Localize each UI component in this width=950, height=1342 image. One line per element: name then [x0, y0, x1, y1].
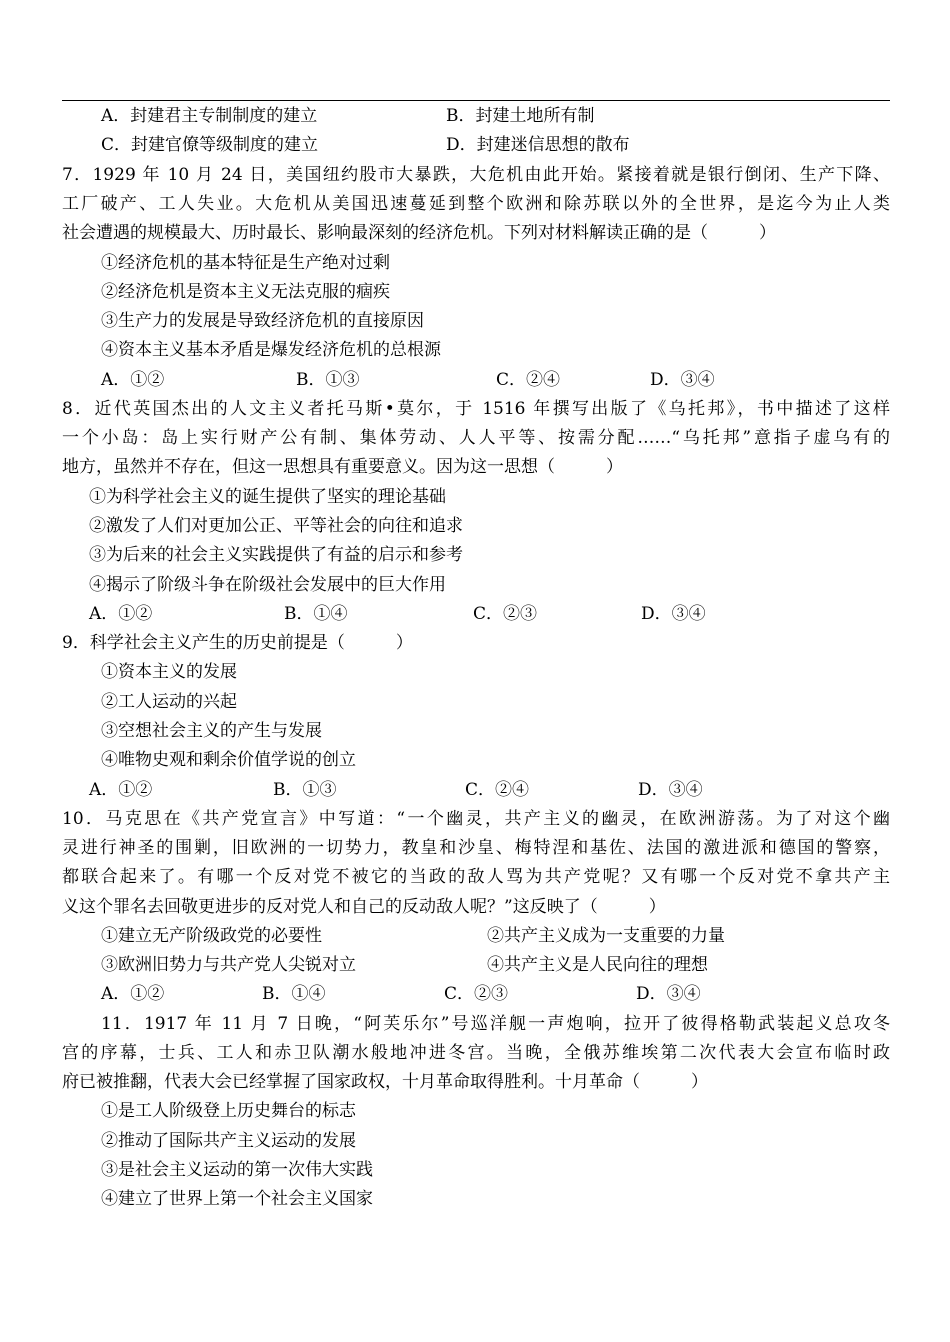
q10-option-c: C．②③ [444, 984, 509, 1004]
q6-option-b: B．封建土地所有制 [446, 106, 595, 126]
q10-statement-1: ①建立无产阶级政党的必要性 [101, 926, 322, 946]
q7-statement-3: ③生产力的发展是导致经济危机的直接原因 [101, 311, 424, 331]
q11-statement-4: ④建立了世界上第一个社会主义国家 [101, 1189, 373, 1209]
q7-stem-line-3: 社会遭遇的规模最大、历时最长、影响最深刻的经济危机。下列对材料解读正确的是（ ） [62, 223, 776, 243]
q9-statement-3: ③空想社会主义的产生与发展 [101, 721, 322, 741]
header-rule [62, 100, 890, 101]
q9-statement-4: ④唯物史观和剩余价值学说的创立 [101, 750, 356, 770]
q9-option-a: A．①② [89, 780, 153, 800]
q11-stem-line-1: 11．1917 年 11 月 7 日晚，“阿芙乐尔”号巡洋舰一声炮响，拉开了彼得格勒武装起义总攻冬 [101, 1014, 890, 1034]
q6-option-a: A．封建君主专制制度的建立 [101, 106, 318, 126]
q7-statement-2: ②经济危机是资本主义无法克服的痼疾 [101, 282, 390, 302]
q8-statement-4: ④揭示了阶级斗争在阶级社会发展中的巨大作用 [89, 575, 446, 595]
q11-statement-2: ②推动了国际共产主义运动的发展 [101, 1131, 356, 1151]
q7-option-c: C．②④ [496, 370, 561, 390]
q8-statement-3: ③为后来的社会主义实践提供了有益的启示和参考 [89, 545, 463, 565]
q8-option-c: C．②③ [473, 604, 538, 624]
q7-option-d: D．③④ [650, 370, 715, 390]
q10-stem-line-4: 义这个罪名去回敬更进步的反对党人和自己的反动敌人呢？”这反映了（ ） [62, 897, 666, 917]
q10-statement-3: ③欧洲旧势力与共产党人尖锐对立 [101, 955, 356, 975]
q9-statement-1: ①资本主义的发展 [101, 662, 237, 682]
q7-statement-4: ④资本主义基本矛盾是爆发经济危机的总根源 [101, 340, 441, 360]
q7-option-b: B．①③ [296, 370, 360, 390]
q10-statement-4: ④共产主义是人民向往的理想 [487, 955, 708, 975]
q9-option-c: C．②④ [465, 780, 530, 800]
q8-option-b: B．①④ [284, 604, 348, 624]
q10-stem-line-1: 10．马克思在《共产党宣言》中写道：“一个幽灵，共产主义的幽灵，在欧洲游荡。为了对这个幽 [62, 809, 890, 829]
q10-stem-line-2: 灵进行神圣的围剿，旧欧洲的一切势力，教皇和沙皇、梅特涅和基佐、法国的激进派和德国的警察， [62, 838, 890, 858]
q8-stem-line-3: 地方，虽然并不存在，但这一思想具有重要意义。因为这一思想（ ） [62, 457, 623, 477]
q6-option-d: D．封建迷信思想的散布 [446, 135, 630, 155]
q11-stem-line-2: 宫的序幕，士兵、工人和赤卫队潮水般地冲进冬宫。当晚，全俄苏维埃第二次代表大会宣布临时政 [62, 1043, 890, 1063]
q7-statement-1: ①经济危机的基本特征是生产绝对过剩 [101, 253, 390, 273]
q11-statement-3: ③是社会主义运动的第一次伟大实践 [101, 1160, 373, 1180]
q8-statement-2: ②激发了人们对更加公正、平等社会的向往和追求 [89, 516, 463, 536]
q7-option-a: A．①② [101, 370, 165, 390]
q10-stem-line-3: 都联合起来了。有哪一个反对党不被它的当政的敌人骂为共产党呢？又有哪一个反对党不拿共产主 [62, 867, 890, 887]
q8-stem-line-1: 8．近代英国杰出的人文主义者托马斯•莫尔，于 1516 年撰写出版了《乌托邦》，书中描述了这样 [62, 399, 890, 419]
q9-stem: 9．科学社会主义产生的历史前提是（ ） [62, 633, 413, 653]
q8-stem-line-2: 一个小岛：岛上实行财产公有制、集体劳动、人人平等、按需分配……“乌托邦”意指子虚乌有的 [62, 428, 890, 448]
q7-stem-line-2: 工厂破产、工人失业。大危机从美国迅速蔓延到整个欧洲和除苏联以外的全世界，是迄今为止人类 [62, 194, 890, 214]
q9-option-d: D．③④ [638, 780, 703, 800]
q8-option-d: D．③④ [641, 604, 706, 624]
q11-statement-1: ①是工人阶级登上历史舞台的标志 [101, 1101, 356, 1121]
q9-option-b: B．①③ [273, 780, 337, 800]
q11-stem-line-3: 府已被推翻，代表大会已经掌握了国家政权，十月革命取得胜利。十月革命（ ） [62, 1072, 708, 1092]
q10-option-b: B．①④ [262, 984, 326, 1004]
q6-option-c: C．封建官僚等级制度的建立 [101, 135, 319, 155]
q7-stem-line-1: 7．1929 年 10 月 24 日，美国纽约股市大暴跌，大危机由此开始。紧接着就是银行倒闭、生产下降、 [62, 165, 890, 185]
q8-statement-1: ①为科学社会主义的诞生提供了坚实的理论基础 [89, 487, 446, 507]
q10-statement-2: ②共产主义成为一支重要的力量 [487, 926, 725, 946]
q9-statement-2: ②工人运动的兴起 [101, 692, 237, 712]
q10-option-d: D．③④ [636, 984, 701, 1004]
q10-option-a: A．①② [101, 984, 165, 1004]
q8-option-a: A．①② [89, 604, 153, 624]
